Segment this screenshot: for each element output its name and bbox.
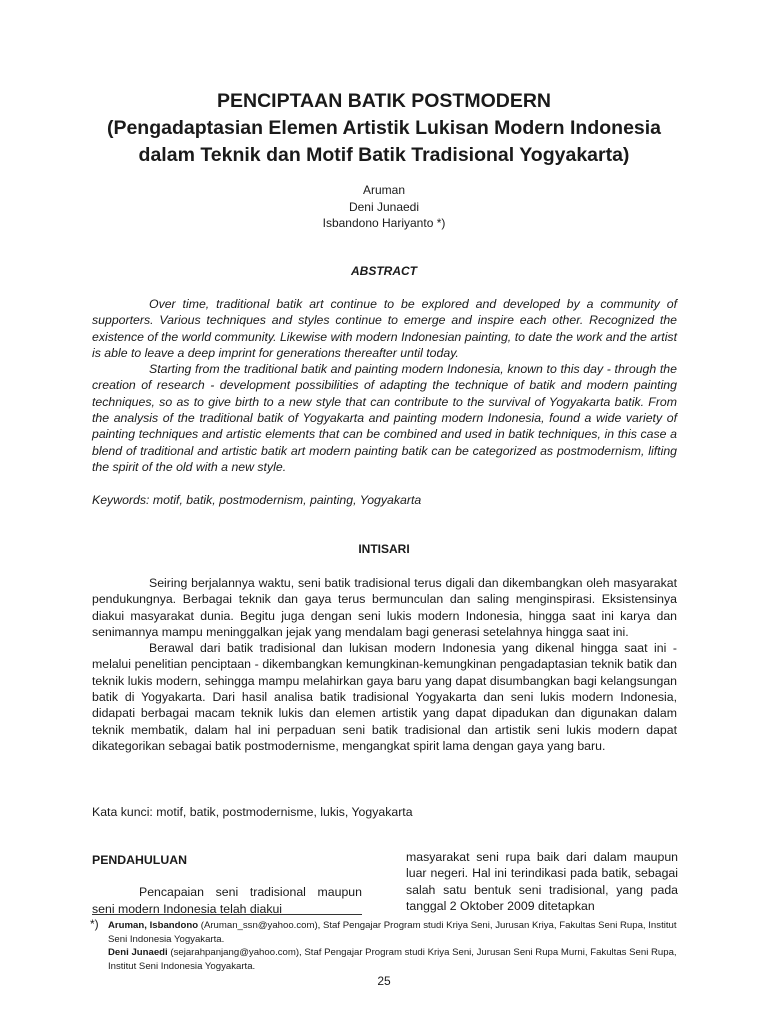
footnote-mark: *) — [90, 917, 99, 931]
pendahuluan-left-text: Pencapaian seni tradisional maupun seni modern Indonesia telah diakui — [92, 885, 362, 916]
author-2: Deni Junaedi — [348, 199, 420, 214]
intisari-body — [92, 575, 677, 754]
pendahuluan-right-column: masyarakat seni rupa baik dari dalam maupun luar negeri. Hal ini terindikasi pada batik, sebagai salah satu bentuk seni tradisional, yang pada tanggal 2 Oktober 2009 ditetapkan — [406, 850, 678, 913]
intisari-keywords: Kata kunci: motif, batik, postmodernisme, lukis, Yogyakarta — [92, 805, 413, 819]
intisari-heading: INTISARI — [358, 542, 410, 556]
abstract-heading: ABSTRACT — [351, 264, 417, 278]
footnote-entry-1 — [108, 919, 678, 946]
title-line-1: PENCIPTAAN BATIK POSTMODERN — [216, 90, 552, 112]
title-line-3: dalam Teknik dan Motif Batik Tradisional Yogyakarta) — [138, 144, 630, 166]
footnote-1-text: (Aruman_ssn@yahoo.com), Staf Pengajar Program studi Kriya Seni, Jurusan Kriya, Fakultas Seni Rupa, Institut Seni Indonesia Yogyakarta. — [108, 920, 677, 945]
footnote-divider — [92, 914, 362, 915]
page-number: 25 — [377, 974, 391, 988]
author-3: Isbandono Hariyanto *) — [322, 216, 446, 230]
paper-title — [0, 88, 768, 169]
author-list — [0, 182, 768, 232]
intisari-paragraph-1: Seiring berjalannya waktu, seni batik tradisional terus digali dan dikembangkan oleh masyarakat pendukungnya. Berbagai teknik dan gaya terus bermunculan dan saling menginspirasi. Eksistensinya diakui masyarakat dunia. Begitu juga dengan seni lukis modern Indonesia, hingga saat ini karya dan senimannya mampu meninggalkan jejak yang mendalam bagi generasi setelahnya hingga saat ini. — [92, 576, 677, 639]
abstract-paragraph-1: Over time, traditional batik art continue to be explored and developed by a community of supporters. Various techniques and styles continue to emerge and inspire each other. Recognized the existence of the world community. Likewise with modern Indonesian painting, to date the work and the artist is able to leave a deep imprint for generations thereafter until today. — [92, 297, 677, 360]
author-1: Aruman — [362, 183, 406, 197]
footnote-1-names: Aruman, Isbandono — [108, 920, 199, 931]
abstract-paragraph-2: Starting from the traditional batik and painting modern Indonesia, known to this day - through the creation of research - development possibilities of adapting the technique of batik and modern painting techniques, so as to give birth to a new style that can contribute to the survival of Yogyakarta batik. From the analysis of the traditional batik of Yogyakarta and painting modern Indonesia, found a wide variety of painting techniques and artistic elements that can be combined and used in batik techniques, in this case a blend of traditional and artistic batik art modern painting batik can be categorized as postmodernism, lifting the spirit of the old with a new style. — [92, 362, 677, 474]
pendahuluan-heading: PENDAHULUAN — [92, 853, 187, 867]
abstract-body — [92, 296, 677, 475]
footnote-2-names: Deni Junaedi — [108, 947, 168, 958]
footnote-entry-2 — [108, 946, 678, 973]
title-line-2: (Pengadaptasian Elemen Artistik Lukisan Modern Indonesia — [106, 117, 662, 139]
abstract-keywords: Keywords: motif, batik, postmodernism, painting, Yogyakarta — [92, 493, 422, 507]
pendahuluan-left-column — [92, 852, 362, 917]
footnote-2-text: (sejarahpanjang@yahoo.com), Staf Pengajar Program studi Kriya Seni, Jurusan Seni Rupa Murni, Fakultas Seni Rupa, Institut Seni Indonesia Yogyakarta. — [108, 947, 677, 972]
footnote — [108, 919, 678, 973]
intisari-paragraph-2: Berawal dari batik tradisional dan lukisan modern Indonesia yang dikenal hingga saat ini - melalui penelitian penciptaan - dikembangkan kemungkinan-kemungkinan pengadaptasian teknik batik dan teknik lukis modern, sehingga mampu melahirkan gaya baru yang dapat disumbangkan bagi kelangsungan batik di Yogyakarta. Dari hasil analisa batik tradisional Yogyakarta dan seni lukis modern Indonesia, didapati berbagai macam teknik lukis dan elemen artistik yang dapat dipadukan dan digunakan dalam teknik membatik, dalam hal ini perpaduan seni batik tradisional dan artistik seni lukis modern dapat dikategorikan sebagai batik postmodernisme, mengangkat spirit lama dengan gaya yang baru. — [92, 641, 677, 753]
